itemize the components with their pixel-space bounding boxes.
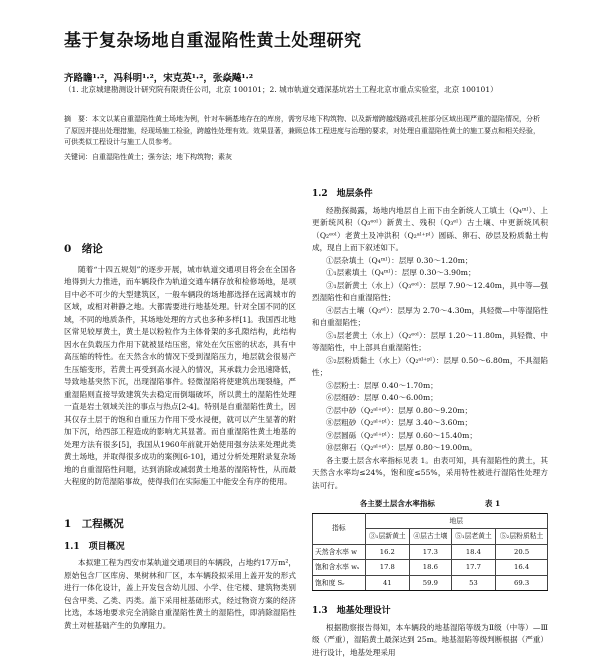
table-cell: 18.4 xyxy=(451,544,496,560)
keywords: 关键词：自重湿陷性黄土；强夯法；地下构筑物；素灰 xyxy=(64,153,232,161)
layer-item: ⑩层卵石（Q₂ᵃˡ⁺ᵖˡ）：层厚 0.80～19.00m。 xyxy=(326,443,477,452)
layer-item: ⑨层圆砾（Q₂ᵃˡ⁺ᵖˡ）：层厚 0.60～15.40m； xyxy=(326,430,477,440)
table-1-caption xyxy=(312,498,548,511)
table-cell: 17.3 xyxy=(410,544,452,560)
table-1-title: 各主要土层含水率指标 xyxy=(359,499,435,508)
layer-item: ⑥层细砂：层厚 0.40～6.00m； xyxy=(326,393,438,402)
section-1-2-intro: 经勘探揭露，场地内地层自上而下由全新统人工填土（Q₄ᵐˡ）、上更新统风积（Q₃ᵉᵒˡ）新黄土、残积（Q₃ᵉˡ）古土壤、中更新统风积（Q₂ᵉᵒˡ）老黄土及冲洪积（Q₂ᵃˡ⁺ᵖˡ）圆砾、卵石、砂层及粉质黏土构成，现自上而下叙述如下。 xyxy=(312,205,548,252)
layer-item: ⑤层粉土：层厚 0.40～1.70m； xyxy=(326,380,438,390)
table-1-column-header: ⑤₂层粉质粘土 xyxy=(496,529,548,545)
table-cell: 59.9 xyxy=(410,575,452,591)
affiliation: （1. 北京城建勘测设计研究院有限责任公司，北京 100101；2. 城市轨道交通深基坑岩土工程北京市重点实验室，北京 100101） xyxy=(64,85,498,94)
right-column xyxy=(312,188,548,659)
table-cell: 41 xyxy=(365,575,410,591)
section-1-3-paragraph: 根据勘察报告得知，本车辆段的地基湿陷等级为Ⅱ级（中等）—Ⅲ级（严重），湿陷黄土最深达到 25m。地基湿陷等级判断根据（严重）进行设计，地基处理采用 xyxy=(312,622,548,657)
table-row xyxy=(313,575,548,591)
layer-item: ⑤₂层粉质黏土（水上）（Q₂ᵃˡ⁺ᵖˡ）：层厚 0.50～6.80m，不具湿陷性； xyxy=(312,355,548,377)
table-row xyxy=(313,544,548,560)
layer-item: ④层古土壤（Q₃ᵉˡ）：层厚为 2.70～4.30m，具轻微—中等湿陷性和自重湿陷性； xyxy=(312,305,548,327)
layer-item: ⑤₁层老黄土（水上）（Q₂ᵉᵒˡ）：层厚 1.20～11.80m，具轻微、中等湿陷性，中上部具自重湿陷性； xyxy=(312,330,548,352)
section-1-3-heading: 1.3 地基处理设计 xyxy=(312,606,391,616)
table-cell: 18.6 xyxy=(410,560,452,576)
left-column-overview xyxy=(64,518,296,632)
table-1-column-header: ⑤₁层老黄土 xyxy=(451,529,496,545)
table-1-group-header: 地层 xyxy=(365,513,547,529)
table-cell: 17.8 xyxy=(365,560,410,576)
table-row xyxy=(313,560,548,576)
layer-item: ⑦层中砂（Q₂ᵃˡ⁺ᵖˡ）：层厚 0.80～9.20m； xyxy=(326,405,473,415)
table-1-column-header: ④层古土壤 xyxy=(410,529,452,545)
table-cell: 20.5 xyxy=(496,544,548,560)
table-row-label: 饱和度 Sᵣ xyxy=(313,575,366,591)
table-1 xyxy=(312,513,548,592)
section-1-2-after: 各主要土层含水率指标见表 1。由表可知，具有湿陷性的黄土，其天然含水率均≤24%，饱和度≤55%，采用特性被进行湿陷性处理方法可行。 xyxy=(312,455,548,490)
table-cell: 53 xyxy=(451,575,496,591)
section-1-2-heading: 1.2 地层条件 xyxy=(312,189,373,199)
table-1-label: 表 1 xyxy=(484,499,501,508)
table-row-label: 饱和含水率 wₛ xyxy=(313,560,366,576)
layer-list xyxy=(312,255,548,455)
table-row-label: 天然含水率 w xyxy=(313,544,366,560)
section-1-1-paragraph: 本拟建工程为西安市某轨道交通项目的车辆段，占地约17万m²，原始包含厂区库房、果树林和厂区，本车辆段拟采用上盖开发的形式进行一体化设计，盖上开发包含幼儿园、小学、住宅楼、建筑物类别包含甲类、乙类、丙类。盖下采用桩基础形式，经过物资方案的经济比选，本场地要求完全消除自重湿陷性黄土的湿陷性，即消除湿陷性黄土对桩基础产生的负摩阻力。 xyxy=(64,558,296,630)
layer-item: ①层杂填土（Q₄ᵐˡ）：层厚 0.30～1.20m； xyxy=(326,255,473,265)
layer-item: ⑧层粗砂（Q₂ᵃˡ⁺ᵖˡ）：层厚 3.40～3.60m； xyxy=(326,418,473,427)
layer-item: ③₁层新黄土（水上）（Q₃ᵉᵒˡ）：层厚 7.90～12.40m，具中等—强烈湿陷性和自重湿陷性； xyxy=(312,280,548,302)
section-1-heading: 1 工程概况 xyxy=(64,518,124,530)
authors: 齐路瞻¹·²，冯科明¹·²，宋克英¹·²，张焱飚¹·² xyxy=(64,73,254,84)
table-cell: 69.3 xyxy=(496,575,548,591)
paper-title: 基于复杂场地自重湿陷性黄土处理研究 xyxy=(64,31,362,51)
section-0-heading: 0 绪论 xyxy=(64,243,103,255)
left-column-intro xyxy=(64,243,296,489)
table-cell: 16.2 xyxy=(365,544,410,560)
abstract: 摘 要：本文以某自重湿陷性黄土场地为例，针对车辆基地存在的库房，需穷尽地下构筑物、以及新增跨越线路或孔桩部分区域出现严重的湿陷情况，分析了原因并提出处理措施，经现场施工检验，跨越性处理有效。效果显著，兼顾总体工程进度与治理的要求，对处理自重湿陷性黄土的施工要点和相关经验，可供类似工程设计与施工人员参考。 xyxy=(64,115,540,146)
table-cell: 17.7 xyxy=(451,560,496,576)
section-0-paragraph: 随着“十四五规划”的逐步开展，城市轨道交通项目将会在全国各地得到大力推进，而车辆段作为轨道交通车辆存放和检修场地，是项目中必不可少的大型建筑区，一般车辆段的场地都选择在远离城市的区域，或相对耕静之地。大都需要进行地基处理。针对全国不同的区域，不同的地质条件，其场地处理的方式也多种多样[1]。我国西北地区常见较厚黄土，黄土是以粉粒作为主体骨架的多孔隙结构，此结构因水在负载压力作用下就被显结压密，常处在欠压密的状态，具有中高压缩的特性。在天然含水的情况下受到湿陷压力，地层就会很易产生压缩变形，若黄土再受到高水浸入的情况，其承载力会迅速降低，导致地基突然下沉，出现湿陷事件。轻微湿陷将使建筑出现裂缝，严重湿陷则直接导致建筑失去稳定而倒塌破坏，所以黄土的湿陷性处理一直是岩土领域关注的事点与热点[2-4]。特别是自重湿陷性黄土，因其仅存土层于的饱和自重压力作用下受水浸便，就可以产生显著的附加下沉，给西部工程造成的影响尤其显著。而自重湿陷性黄土地基的处理方法有很多[5]，我国从1960年前就开始使用强夯法来处理此类黄土场地，并取得很多成功的案例[6-10]，通过分析处理附录复杂场地的自重湿陷性问题，达到消除或减弱黄土地基的湿陷特性，从而最大程度的防范湿陷事故，使得我们在实际施工中能安全有序的使用。 xyxy=(64,264,296,486)
table-1-index-header: 指标 xyxy=(313,513,366,544)
table-cell: 16.4 xyxy=(496,560,548,576)
layer-item: ①₁层素填土（Q₄ᵐˡ）：层厚 0.30～3.90m； xyxy=(326,268,476,277)
table-1-column-header: ③₁层新黄土 xyxy=(365,529,410,545)
section-1-1-heading: 1.1 项目概况 xyxy=(64,541,125,552)
